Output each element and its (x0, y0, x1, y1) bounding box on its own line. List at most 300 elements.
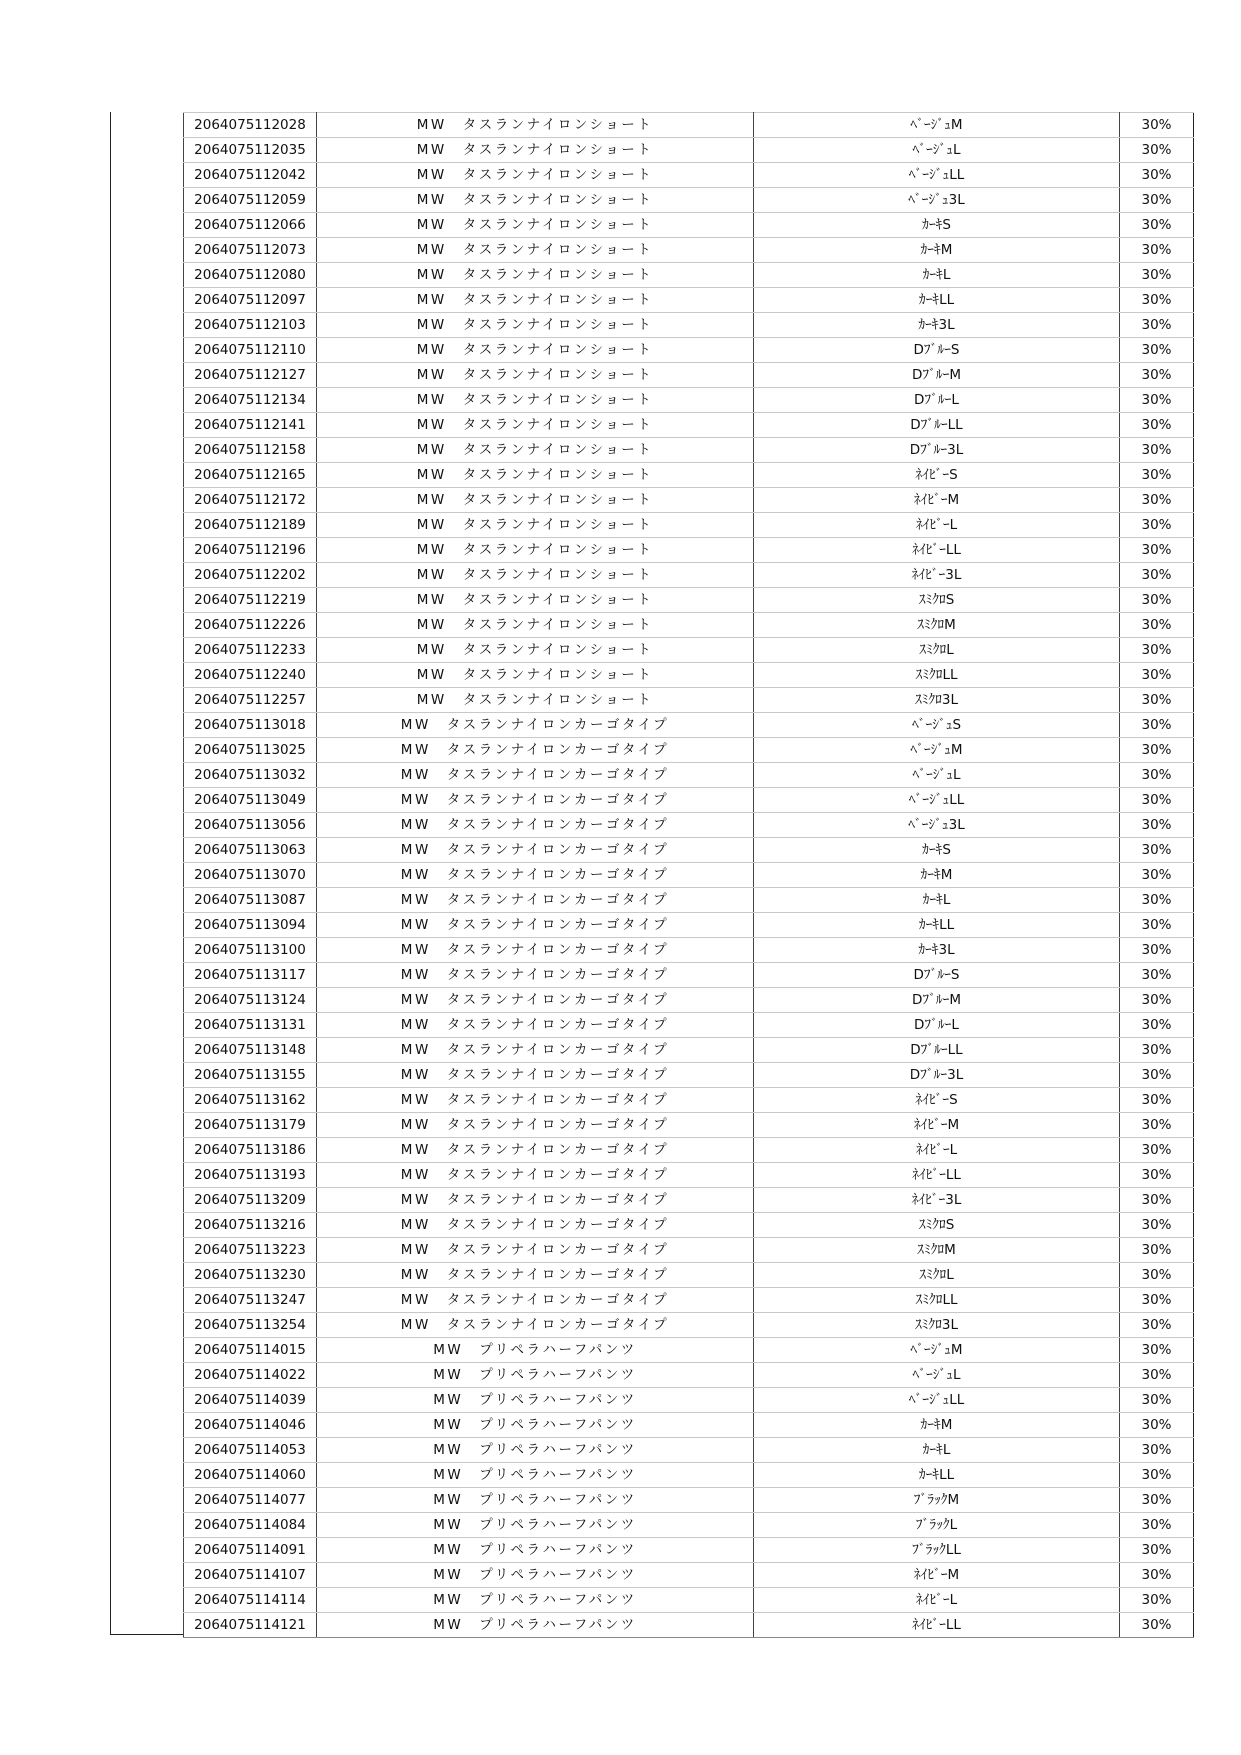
discount-rate-cell: 30% (1120, 1088, 1194, 1113)
product-name-cell: MW タスランナイロンカーゴタイプ (317, 863, 754, 888)
product-code-cell: 2064075113179 (184, 1113, 317, 1138)
table-row (184, 663, 1194, 688)
product-code-cell: 2064075114091 (184, 1538, 317, 1563)
product-code-cell: 2064075113155 (184, 1063, 317, 1088)
discount-rate-cell: 30% (1120, 213, 1194, 238)
discount-rate-cell: 30% (1120, 1538, 1194, 1563)
product-code-cell: 2064075113162 (184, 1088, 317, 1113)
discount-rate-cell: 30% (1120, 638, 1194, 663)
product-code-cell: 2064075113056 (184, 813, 317, 838)
table-row (184, 1163, 1194, 1188)
product-name-cell: MW タスランナイロンカーゴタイプ (317, 1163, 754, 1188)
table-row (184, 688, 1194, 713)
discount-rate-cell: 30% (1120, 1588, 1194, 1613)
color-size-cell: DﾌﾞﾙｰS (754, 338, 1120, 363)
product-name-cell: MW タスランナイロンカーゴタイプ (317, 1088, 754, 1113)
product-name-cell: MW タスランナイロンカーゴタイプ (317, 1038, 754, 1063)
color-size-cell: ｽﾐｸﾛLL (754, 1288, 1120, 1313)
discount-rate-cell: 30% (1120, 1388, 1194, 1413)
table-row (184, 1563, 1194, 1588)
table-row (184, 863, 1194, 888)
product-code-cell: 2064075112134 (184, 388, 317, 413)
product-name-cell: MW タスランナイロンカーゴタイプ (317, 938, 754, 963)
product-name-cell: MW プリペラハーフパンツ (317, 1438, 754, 1463)
discount-rate-cell: 30% (1120, 1213, 1194, 1238)
product-code-cell: 2064075112196 (184, 538, 317, 563)
table-row (184, 138, 1194, 163)
color-size-cell: ｶｰｷL (754, 1438, 1120, 1463)
discount-rate-cell: 30% (1120, 1113, 1194, 1138)
product-name-cell: MW プリペラハーフパンツ (317, 1588, 754, 1613)
color-size-cell: DﾌﾞﾙｰS (754, 963, 1120, 988)
product-code-cell: 2064075113094 (184, 913, 317, 938)
product-name-cell: MW タスランナイロンショート (317, 638, 754, 663)
table-row (184, 1238, 1194, 1263)
color-size-cell: ﾈｲﾋﾞｰLL (754, 538, 1120, 563)
product-code-cell: 2064075113223 (184, 1238, 317, 1263)
color-size-cell: ﾈｲﾋﾞｰL (754, 513, 1120, 538)
product-name-cell: MW プリペラハーフパンツ (317, 1513, 754, 1538)
color-size-cell: ﾌﾞﾗｯｸL (754, 1513, 1120, 1538)
color-size-cell: ｽﾐｸﾛLL (754, 663, 1120, 688)
blank-left-column (110, 112, 183, 1635)
product-name-cell: MW タスランナイロンショート (317, 338, 754, 363)
product-name-cell: MW タスランナイロンショート (317, 488, 754, 513)
discount-rate-cell: 30% (1120, 1188, 1194, 1213)
discount-rate-cell: 30% (1120, 1363, 1194, 1388)
color-size-cell: ｽﾐｸﾛ3L (754, 688, 1120, 713)
product-name-cell: MW タスランナイロンショート (317, 238, 754, 263)
product-code-cell: 2064075113018 (184, 713, 317, 738)
product-code-cell: 2064075113070 (184, 863, 317, 888)
table-row (184, 1063, 1194, 1088)
color-size-cell: ﾍﾞｰｼﾞｭS (754, 713, 1120, 738)
discount-rate-cell: 30% (1120, 788, 1194, 813)
discount-rate-cell: 30% (1120, 763, 1194, 788)
color-size-cell: ｽﾐｸﾛL (754, 638, 1120, 663)
product-name-cell: MW タスランナイロンショート (317, 563, 754, 588)
color-size-cell: ﾍﾞｰｼﾞｭ3L (754, 813, 1120, 838)
color-size-cell: ﾈｲﾋﾞｰ3L (754, 1188, 1120, 1213)
discount-rate-cell: 30% (1120, 1013, 1194, 1038)
color-size-cell: ﾈｲﾋﾞｰLL (754, 1613, 1120, 1638)
product-name-cell: MW タスランナイロンカーゴタイプ (317, 738, 754, 763)
product-code-cell: 2064075112202 (184, 563, 317, 588)
table-row (184, 538, 1194, 563)
product-name-cell: MW タスランナイロンカーゴタイプ (317, 1188, 754, 1213)
discount-rate-cell: 30% (1120, 563, 1194, 588)
product-code-cell: 2064075112219 (184, 588, 317, 613)
discount-rate-cell: 30% (1120, 663, 1194, 688)
color-size-cell: ﾍﾞｰｼﾞｭL (754, 1363, 1120, 1388)
table-row (184, 288, 1194, 313)
product-code-cell: 2064075113131 (184, 1013, 317, 1038)
discount-rate-cell: 30% (1120, 413, 1194, 438)
product-code-cell: 2064075114046 (184, 1413, 317, 1438)
product-code-cell: 2064075114053 (184, 1438, 317, 1463)
product-name-cell: MW プリペラハーフパンツ (317, 1413, 754, 1438)
color-size-cell: ｶｰｷ3L (754, 313, 1120, 338)
color-size-cell: ﾍﾞｰｼﾞｭM (754, 738, 1120, 763)
table-row (184, 513, 1194, 538)
product-name-cell: MW タスランナイロンカーゴタイプ (317, 1288, 754, 1313)
table-row (184, 1388, 1194, 1413)
table-row (184, 888, 1194, 913)
product-code-cell: 2064075112066 (184, 213, 317, 238)
table-row (184, 1313, 1194, 1338)
color-size-cell: ﾍﾞｰｼﾞｭLL (754, 788, 1120, 813)
product-code-cell: 2064075114022 (184, 1363, 317, 1388)
product-name-cell: MW タスランナイロンショート (317, 263, 754, 288)
discount-rate-cell: 30% (1120, 688, 1194, 713)
product-code-cell: 2064075113209 (184, 1188, 317, 1213)
color-size-cell: ｶｰｷLL (754, 913, 1120, 938)
product-name-cell: MW プリペラハーフパンツ (317, 1363, 754, 1388)
discount-rate-cell: 30% (1120, 338, 1194, 363)
color-size-cell: ﾌﾞﾗｯｸLL (754, 1538, 1120, 1563)
product-code-cell: 2064075112127 (184, 363, 317, 388)
product-code-cell: 2064075112226 (184, 613, 317, 638)
table-row (184, 263, 1194, 288)
product-code-cell: 2064075112158 (184, 438, 317, 463)
discount-rate-cell: 30% (1120, 1138, 1194, 1163)
table-row (184, 1513, 1194, 1538)
color-size-cell: ﾍﾞｰｼﾞｭM (754, 113, 1120, 138)
discount-rate-cell: 30% (1120, 263, 1194, 288)
product-code-cell: 2064075112189 (184, 513, 317, 538)
product-code-cell: 2064075114121 (184, 1613, 317, 1638)
product-name-cell: MW タスランナイロンカーゴタイプ (317, 963, 754, 988)
product-code-cell: 2064075113186 (184, 1138, 317, 1163)
discount-rate-cell: 30% (1120, 1463, 1194, 1488)
color-size-cell: ｶｰｷM (754, 1413, 1120, 1438)
table-row (184, 338, 1194, 363)
product-code-cell: 2064075113025 (184, 738, 317, 763)
product-name-cell: MW プリペラハーフパンツ (317, 1338, 754, 1363)
product-name-cell: MW タスランナイロンショート (317, 163, 754, 188)
table-row (184, 638, 1194, 663)
product-name-cell: MW プリペラハーフパンツ (317, 1613, 754, 1638)
color-size-cell: ﾍﾞｰｼﾞｭL (754, 138, 1120, 163)
discount-rate-cell: 30% (1120, 838, 1194, 863)
product-name-cell: MW タスランナイロンショート (317, 438, 754, 463)
product-code-cell: 2064075112233 (184, 638, 317, 663)
product-code-cell: 2064075114039 (184, 1388, 317, 1413)
product-code-cell: 2064075113148 (184, 1038, 317, 1063)
color-size-cell: ｶｰｷL (754, 888, 1120, 913)
table-row (184, 313, 1194, 338)
product-code-cell: 2064075113193 (184, 1163, 317, 1188)
product-name-cell: MW タスランナイロンカーゴタイプ (317, 1213, 754, 1238)
color-size-cell: ｶｰｷS (754, 213, 1120, 238)
product-code-cell: 2064075112141 (184, 413, 317, 438)
product-code-cell: 2064075113063 (184, 838, 317, 863)
product-code-cell: 2064075112073 (184, 238, 317, 263)
color-size-cell: ﾈｲﾋﾞｰM (754, 1113, 1120, 1138)
product-name-cell: MW タスランナイロンカーゴタイプ (317, 763, 754, 788)
color-size-cell: ﾈｲﾋﾞｰ3L (754, 563, 1120, 588)
table-row (184, 1013, 1194, 1038)
product-code-cell: 2064075114077 (184, 1488, 317, 1513)
table-row (184, 1588, 1194, 1613)
table-row (184, 1613, 1194, 1638)
color-size-cell: Dﾌﾞﾙｰ3L (754, 438, 1120, 463)
product-name-cell: MW タスランナイロンショート (317, 388, 754, 413)
product-sheet (110, 112, 1190, 1635)
color-size-cell: ｶｰｷL (754, 263, 1120, 288)
color-size-cell: ｽﾐｸﾛ3L (754, 1313, 1120, 1338)
color-size-cell: ｽﾐｸﾛL (754, 1263, 1120, 1288)
color-size-cell: ﾌﾞﾗｯｸM (754, 1488, 1120, 1513)
color-size-cell: DﾌﾞﾙｰL (754, 1013, 1120, 1038)
product-name-cell: MW プリペラハーフパンツ (317, 1538, 754, 1563)
discount-rate-cell: 30% (1120, 313, 1194, 338)
color-size-cell: ﾈｲﾋﾞｰL (754, 1588, 1120, 1613)
product-code-cell: 2064075112035 (184, 138, 317, 163)
product-code-cell: 2064075112028 (184, 113, 317, 138)
discount-rate-cell: 30% (1120, 1488, 1194, 1513)
color-size-cell: ﾈｲﾋﾞｰLL (754, 1163, 1120, 1188)
product-table (183, 112, 1194, 1638)
color-size-cell: ﾍﾞｰｼﾞｭLL (754, 163, 1120, 188)
product-name-cell: MW タスランナイロンショート (317, 113, 754, 138)
color-size-cell: ﾈｲﾋﾞｰS (754, 1088, 1120, 1113)
color-size-cell: DﾌﾞﾙｰM (754, 988, 1120, 1013)
product-name-cell: MW プリペラハーフパンツ (317, 1488, 754, 1513)
product-name-cell: MW タスランナイロンカーゴタイプ (317, 913, 754, 938)
product-code-cell: 2064075113230 (184, 1263, 317, 1288)
discount-rate-cell: 30% (1120, 538, 1194, 563)
table-row (184, 1438, 1194, 1463)
color-size-cell: DﾌﾞﾙｰL (754, 388, 1120, 413)
product-name-cell: MW タスランナイロンカーゴタイプ (317, 1013, 754, 1038)
product-name-cell: MW タスランナイロンショート (317, 413, 754, 438)
product-name-cell: MW タスランナイロンショート (317, 213, 754, 238)
discount-rate-cell: 30% (1120, 1288, 1194, 1313)
discount-rate-cell: 30% (1120, 1438, 1194, 1463)
discount-rate-cell: 30% (1120, 1613, 1194, 1638)
product-name-cell: MW タスランナイロンショート (317, 513, 754, 538)
discount-rate-cell: 30% (1120, 513, 1194, 538)
table-row (184, 1263, 1194, 1288)
product-code-cell: 2064075113117 (184, 963, 317, 988)
table-row (184, 1338, 1194, 1363)
color-size-cell: ﾈｲﾋﾞｰS (754, 463, 1120, 488)
product-code-cell: 2064075112103 (184, 313, 317, 338)
color-size-cell: ｽﾐｸﾛM (754, 613, 1120, 638)
table-row (184, 438, 1194, 463)
table-row (184, 1538, 1194, 1563)
product-table-body (184, 113, 1194, 1638)
discount-rate-cell: 30% (1120, 188, 1194, 213)
table-row (184, 613, 1194, 638)
product-code-cell: 2064075113247 (184, 1288, 317, 1313)
product-name-cell: MW プリペラハーフパンツ (317, 1463, 754, 1488)
discount-rate-cell: 30% (1120, 163, 1194, 188)
product-name-cell: MW タスランナイロンカーゴタイプ (317, 988, 754, 1013)
table-row (184, 1113, 1194, 1138)
product-code-cell: 2064075113049 (184, 788, 317, 813)
product-name-cell: MW タスランナイロンショート (317, 538, 754, 563)
discount-rate-cell: 30% (1120, 713, 1194, 738)
product-name-cell: MW タスランナイロンカーゴタイプ (317, 1238, 754, 1263)
discount-rate-cell: 30% (1120, 988, 1194, 1013)
discount-rate-cell: 30% (1120, 588, 1194, 613)
table-row (184, 738, 1194, 763)
color-size-cell: ﾈｲﾋﾞｰM (754, 488, 1120, 513)
table-row (184, 713, 1194, 738)
product-code-cell: 2064075112240 (184, 663, 317, 688)
product-code-cell: 2064075113032 (184, 763, 317, 788)
product-code-cell: 2064075114084 (184, 1513, 317, 1538)
table-row (184, 1363, 1194, 1388)
discount-rate-cell: 30% (1120, 1313, 1194, 1338)
product-name-cell: MW タスランナイロンカーゴタイプ (317, 838, 754, 863)
color-size-cell: ﾍﾞｰｼﾞｭL (754, 763, 1120, 788)
table-row (184, 988, 1194, 1013)
discount-rate-cell: 30% (1120, 613, 1194, 638)
discount-rate-cell: 30% (1120, 738, 1194, 763)
table-row (184, 413, 1194, 438)
table-row (184, 1138, 1194, 1163)
product-name-cell: MW タスランナイロンショート (317, 688, 754, 713)
color-size-cell: ｶｰｷS (754, 838, 1120, 863)
product-name-cell: MW タスランナイロンショート (317, 463, 754, 488)
discount-rate-cell: 30% (1120, 963, 1194, 988)
table-row (184, 913, 1194, 938)
discount-rate-cell: 30% (1120, 1238, 1194, 1263)
color-size-cell: ﾍﾞｰｼﾞｭM (754, 1338, 1120, 1363)
product-name-cell: MW タスランナイロンショート (317, 588, 754, 613)
table-row (184, 838, 1194, 863)
discount-rate-cell: 30% (1120, 363, 1194, 388)
table-row (184, 938, 1194, 963)
discount-rate-cell: 30% (1120, 1063, 1194, 1088)
product-code-cell: 2064075112080 (184, 263, 317, 288)
product-code-cell: 2064075112097 (184, 288, 317, 313)
discount-rate-cell: 30% (1120, 288, 1194, 313)
table-row (184, 1288, 1194, 1313)
product-code-cell: 2064075113100 (184, 938, 317, 963)
table-row (184, 113, 1194, 138)
product-name-cell: MW プリペラハーフパンツ (317, 1388, 754, 1413)
product-code-cell: 2064075114060 (184, 1463, 317, 1488)
product-code-cell: 2064075112110 (184, 338, 317, 363)
product-name-cell: MW タスランナイロンカーゴタイプ (317, 813, 754, 838)
table-row (184, 188, 1194, 213)
table-row (184, 1188, 1194, 1213)
product-name-cell: MW タスランナイロンショート (317, 663, 754, 688)
table-row (184, 463, 1194, 488)
table-row (184, 488, 1194, 513)
discount-rate-cell: 30% (1120, 888, 1194, 913)
discount-rate-cell: 30% (1120, 1038, 1194, 1063)
discount-rate-cell: 30% (1120, 1513, 1194, 1538)
discount-rate-cell: 30% (1120, 438, 1194, 463)
color-size-cell: ｶｰｷLL (754, 1463, 1120, 1488)
table-row (184, 763, 1194, 788)
table-row (184, 1463, 1194, 1488)
discount-rate-cell: 30% (1120, 388, 1194, 413)
table-row (184, 1088, 1194, 1113)
table-row (184, 163, 1194, 188)
product-name-cell: MW タスランナイロンショート (317, 363, 754, 388)
color-size-cell: DﾌﾞﾙｰM (754, 363, 1120, 388)
discount-rate-cell: 30% (1120, 913, 1194, 938)
discount-rate-cell: 30% (1120, 238, 1194, 263)
product-name-cell: MW タスランナイロンカーゴタイプ (317, 1063, 754, 1088)
table-row (184, 213, 1194, 238)
color-size-cell: ﾈｲﾋﾞｰL (754, 1138, 1120, 1163)
color-size-cell: Dﾌﾞﾙｰ3L (754, 1063, 1120, 1088)
table-row (184, 1413, 1194, 1438)
product-name-cell: MW タスランナイロンカーゴタイプ (317, 788, 754, 813)
product-code-cell: 2064075112172 (184, 488, 317, 513)
product-name-cell: MW タスランナイロンショート (317, 288, 754, 313)
color-size-cell: ｽﾐｸﾛS (754, 1213, 1120, 1238)
discount-rate-cell: 30% (1120, 113, 1194, 138)
discount-rate-cell: 30% (1120, 938, 1194, 963)
color-size-cell: ｽﾐｸﾛM (754, 1238, 1120, 1263)
product-name-cell: MW タスランナイロンカーゴタイプ (317, 1313, 754, 1338)
discount-rate-cell: 30% (1120, 1563, 1194, 1588)
product-name-cell: MW タスランナイロンショート (317, 313, 754, 338)
table-row (184, 1488, 1194, 1513)
table-row (184, 238, 1194, 263)
product-name-cell: MW タスランナイロンカーゴタイプ (317, 888, 754, 913)
table-row (184, 388, 1194, 413)
color-size-cell: ｶｰｷM (754, 238, 1120, 263)
product-name-cell: MW タスランナイロンショート (317, 613, 754, 638)
product-code-cell: 2064075112165 (184, 463, 317, 488)
product-code-cell: 2064075112257 (184, 688, 317, 713)
color-size-cell: ｶｰｷLL (754, 288, 1120, 313)
table-row (184, 1038, 1194, 1063)
color-size-cell: ｶｰｷ3L (754, 938, 1120, 963)
color-size-cell: ｶｰｷM (754, 863, 1120, 888)
product-name-cell: MW タスランナイロンショート (317, 138, 754, 163)
product-code-cell: 2064075114107 (184, 1563, 317, 1588)
product-code-cell: 2064075112059 (184, 188, 317, 213)
color-size-cell: ﾍﾞｰｼﾞｭLL (754, 1388, 1120, 1413)
discount-rate-cell: 30% (1120, 813, 1194, 838)
table-row (184, 813, 1194, 838)
product-name-cell: MW タスランナイロンカーゴタイプ (317, 713, 754, 738)
product-name-cell: MW タスランナイロンカーゴタイプ (317, 1263, 754, 1288)
table-row (184, 1213, 1194, 1238)
product-name-cell: MW タスランナイロンカーゴタイプ (317, 1138, 754, 1163)
table-row (184, 788, 1194, 813)
discount-rate-cell: 30% (1120, 1413, 1194, 1438)
color-size-cell: DﾌﾞﾙｰLL (754, 413, 1120, 438)
discount-rate-cell: 30% (1120, 863, 1194, 888)
discount-rate-cell: 30% (1120, 488, 1194, 513)
discount-rate-cell: 30% (1120, 1263, 1194, 1288)
product-name-cell: MW タスランナイロンカーゴタイプ (317, 1113, 754, 1138)
color-size-cell: DﾌﾞﾙｰLL (754, 1038, 1120, 1063)
discount-rate-cell: 30% (1120, 138, 1194, 163)
product-name-cell: MW タスランナイロンショート (317, 188, 754, 213)
product-name-cell: MW プリペラハーフパンツ (317, 1563, 754, 1588)
product-code-cell: 2064075114015 (184, 1338, 317, 1363)
color-size-cell: ｽﾐｸﾛS (754, 588, 1120, 613)
discount-rate-cell: 30% (1120, 1163, 1194, 1188)
color-size-cell: ﾈｲﾋﾞｰM (754, 1563, 1120, 1588)
product-code-cell: 2064075114114 (184, 1588, 317, 1613)
table-row (184, 963, 1194, 988)
table-row (184, 563, 1194, 588)
table-row (184, 588, 1194, 613)
